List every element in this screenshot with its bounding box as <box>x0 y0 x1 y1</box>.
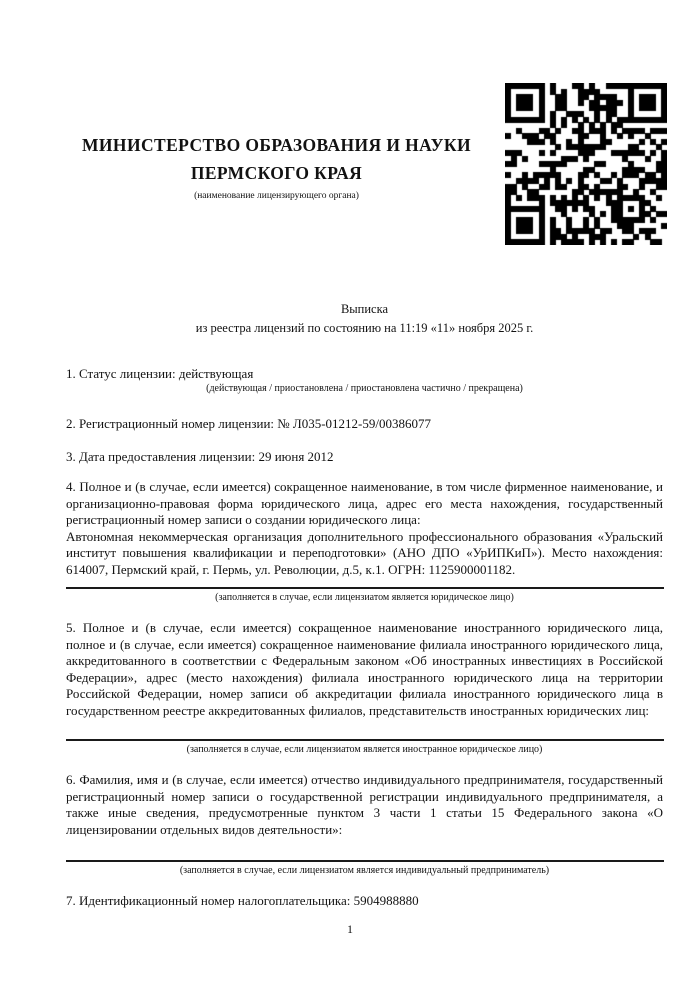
item-license-status-caption: (действующая / приостановлена / приостановлена частично / прекращена) <box>206 383 523 394</box>
qr-code <box>505 83 667 245</box>
ministry-header <box>64 131 489 202</box>
document-title <box>66 300 663 337</box>
item-legal-entity-caption: (заполняется в случае, если лицензиатом является юридическое лицо) <box>215 592 514 603</box>
item-foreign-entity: 5. Полное и (в случае, если имеется) сокращенное наименование иностранного юридического лица, полное и (в случае, если имеется) сокращенное наименование филиала иностранного юридического лица, аккредитованного в соответствии с Федеральным законом «Об иностранных инвестициях в Российской Федерации», адрес (место нахождения) филиала иностранного юридического лица на территории Российской Федерации, номер записи об аккредитации филиала иностранного юридического лица в государственном реестре аккредитованных филиалов, представительств иностранных юридических лиц: <box>66 620 663 718</box>
licensing-authority-caption: (наименование лицензирующего органа) <box>194 191 359 201</box>
foreign-entity-divider <box>66 739 664 741</box>
item-individual-entrepreneur: 6. Фамилия, имя и (в случае, если имеется) отчество индивидуального предпринимателя, государственный регистрационный номер записи о государственной регистрации индивидуального предпринимателя, а также иные сведения, предусмотренные пунктом 3 части 1 статьи 15 Федерального закона «О лицензировании отдельных видов деятельности»: <box>66 772 663 837</box>
legal-entity-divider <box>66 587 664 589</box>
document-title-line1: Выписка <box>340 302 389 316</box>
page-number: 1 <box>347 922 353 936</box>
item-individual-entrepreneur-caption: (заполняется в случае, если лицензиатом является индивидуальный предприниматель) <box>179 865 550 876</box>
item-foreign-entity-caption: (заполняется в случае, если лицензиатом является иностранное юридическое лицо) <box>186 744 543 755</box>
item-legal-entity <box>66 479 663 579</box>
item-legal-entity-question: 4. Полное и (в случае, если имеется) сокращенное наименование, в том числе фирменное наименование, и организационно-правовая форма юридического лица, адрес его места нахождения, государственный регистрационный номер записи о создании юридического лица: <box>66 479 663 528</box>
item-grant-date: 3. Дата предоставления лицензии: 29 июня 2012 <box>66 449 334 464</box>
item-inn: 7. Идентификационный номер налогоплательщика: 5904988880 <box>66 893 419 908</box>
item-license-status: 1. Статус лицензии: действующая <box>66 366 254 381</box>
item-legal-entity-answer: Автономная некоммерческая организация дополнительного профессионального образования «Уральский институт повышения квалификации и переподготовки» (АНО ДПО «УрИПКиП»). Место нахождения: 614007, Пермский край, г. Пермь, ул. Революции, д.5, к.1. ОГРН: 1125900001182. <box>66 528 663 577</box>
individual-entrepreneur-divider <box>66 860 664 862</box>
ministry-name-line2: ПЕРМСКОГО КРАЯ <box>190 163 363 183</box>
ministry-name-line1: МИНИСТЕРСТВО ОБРАЗОВАНИЯ И НАУКИ <box>82 135 471 155</box>
item-registration-number: 2. Регистрационный номер лицензии: № Л035-01212-59/00386077 <box>66 416 432 431</box>
qr-code-image <box>505 83 667 245</box>
document-title-line2: из реестра лицензий по состоянию на 11:19 «11» ноября 2025 г. <box>195 320 534 335</box>
